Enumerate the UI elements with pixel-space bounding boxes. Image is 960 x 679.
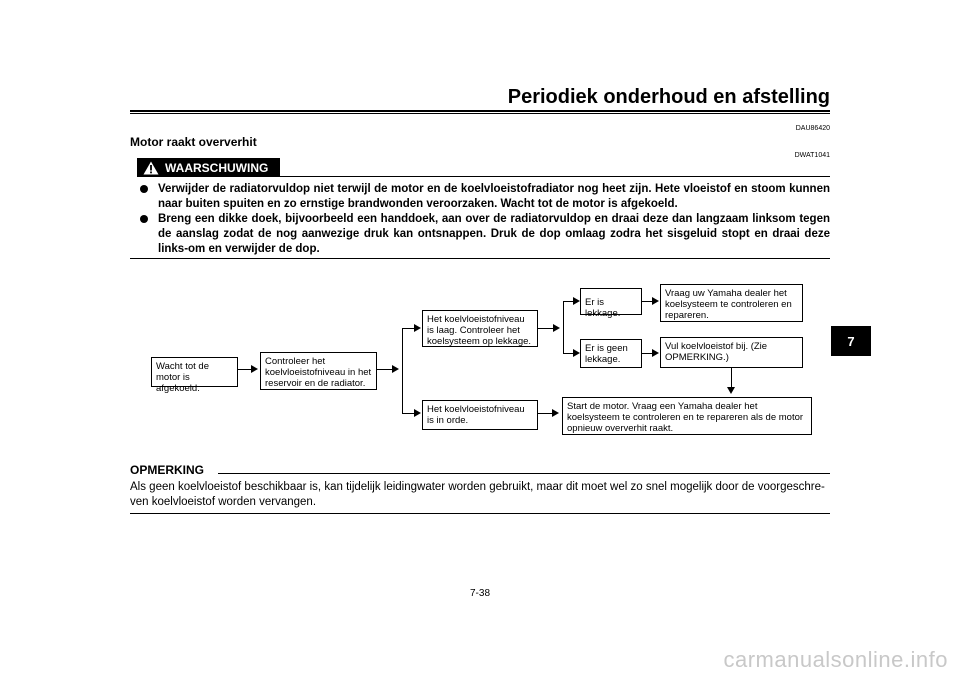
watermark: carmanualsonline.info — [723, 647, 948, 672]
flow-connector — [731, 368, 732, 388]
chapter-tab: 7 — [831, 326, 871, 356]
flow-box-refill: Vul koelvloeistof bij. (Zie OPMERKING.) — [660, 337, 803, 368]
section-heading: Motor raakt oververhit — [130, 135, 257, 149]
flow-connector — [538, 328, 554, 329]
flow-connector — [563, 301, 564, 354]
warning-code: DWAT1041 — [794, 152, 830, 159]
header-rule-thin — [130, 113, 830, 114]
arrow-right-icon — [251, 365, 258, 373]
warning-label-text: WAARSCHUWING — [165, 160, 269, 175]
warning-item: Verwijder de radiatorvuldop niet terwijl de motor en de koelvloeistofradiator nog heet zijn. Hete vloeistof en stoom kunnen naar buiten spuiten en zo ernstige brandwonden veroorzaken. Wacht tot de motor is afgekoeld. — [140, 182, 830, 212]
note-rule-bottom — [130, 513, 830, 514]
warning-rule-top — [280, 176, 830, 177]
header-rule — [130, 110, 830, 112]
flow-box-low: Het koelvloeistofniveau is laag. Controleer het koelsysteem op lekkage. — [422, 310, 538, 347]
arrow-right-icon — [552, 409, 559, 417]
warning-list — [140, 182, 830, 257]
arrow-right-icon — [652, 349, 659, 357]
warning-label — [137, 158, 280, 177]
warning-item: Breng een dikke doek, bijvoorbeeld een handdoek, aan over de radiatorvuldop en draai deze dan langzaam linksom tegen de aanslag zodat de nog aanwezige druk kan ontsnappen. Druk de dop omlaag zodra het sisgeluid stopt en draai deze links-om en verwijder de dop. — [140, 212, 830, 257]
warning-rule-bottom — [130, 258, 830, 259]
flow-box-noleak: Er is geen lekkage. — [580, 339, 642, 368]
section-code: DAU86420 — [795, 125, 830, 132]
flow-box-ok: Het koelvloeistofniveau is in orde. — [422, 400, 538, 430]
flow-connector — [538, 413, 553, 414]
arrow-down-icon — [727, 387, 735, 394]
flow-box-start: Start de motor. Vraag een Yamaha dealer het koelsysteem te controleren en te repareren als de motor opnieuw oververhit raakt. — [562, 397, 812, 435]
arrow-right-icon — [652, 297, 659, 305]
page-number: 7-38 — [469, 588, 490, 599]
note-rule-top — [218, 473, 830, 474]
warning-triangle-icon — [143, 161, 159, 175]
arrow-right-icon — [414, 409, 421, 417]
arrow-right-icon — [414, 324, 421, 332]
bullet-icon — [140, 215, 148, 223]
arrow-right-icon — [573, 297, 580, 305]
flow-box-dealer-repair: Vraag uw Yamaha dealer het koelsysteem te controleren en repareren. — [660, 284, 803, 322]
page-title: Periodiek onderhoud en afstelling — [507, 86, 830, 108]
flow-connector — [377, 369, 393, 370]
note-title: OPMERKING — [130, 463, 205, 477]
note-text: Als geen koelvloeistof beschikbaar is, kan tijdelijk leidingwater worden gebruikt, maar dit moet wel zo snel mogelijk door de voorgeschre-ven koelvloeistof worden vervangen. — [130, 481, 825, 508]
arrow-right-icon — [392, 365, 399, 373]
flow-box-wait: Wacht tot de motor is afgekoeld. — [151, 357, 238, 387]
arrow-right-icon — [573, 349, 580, 357]
arrow-right-icon — [553, 324, 560, 332]
flow-box-leak: Er is lekkage. — [580, 288, 642, 315]
flow-connector — [402, 328, 403, 414]
flow-box-check: Controleer het koelvloeistofniveau in het reservoir en de radiator. — [260, 352, 377, 390]
bullet-icon — [140, 185, 148, 193]
